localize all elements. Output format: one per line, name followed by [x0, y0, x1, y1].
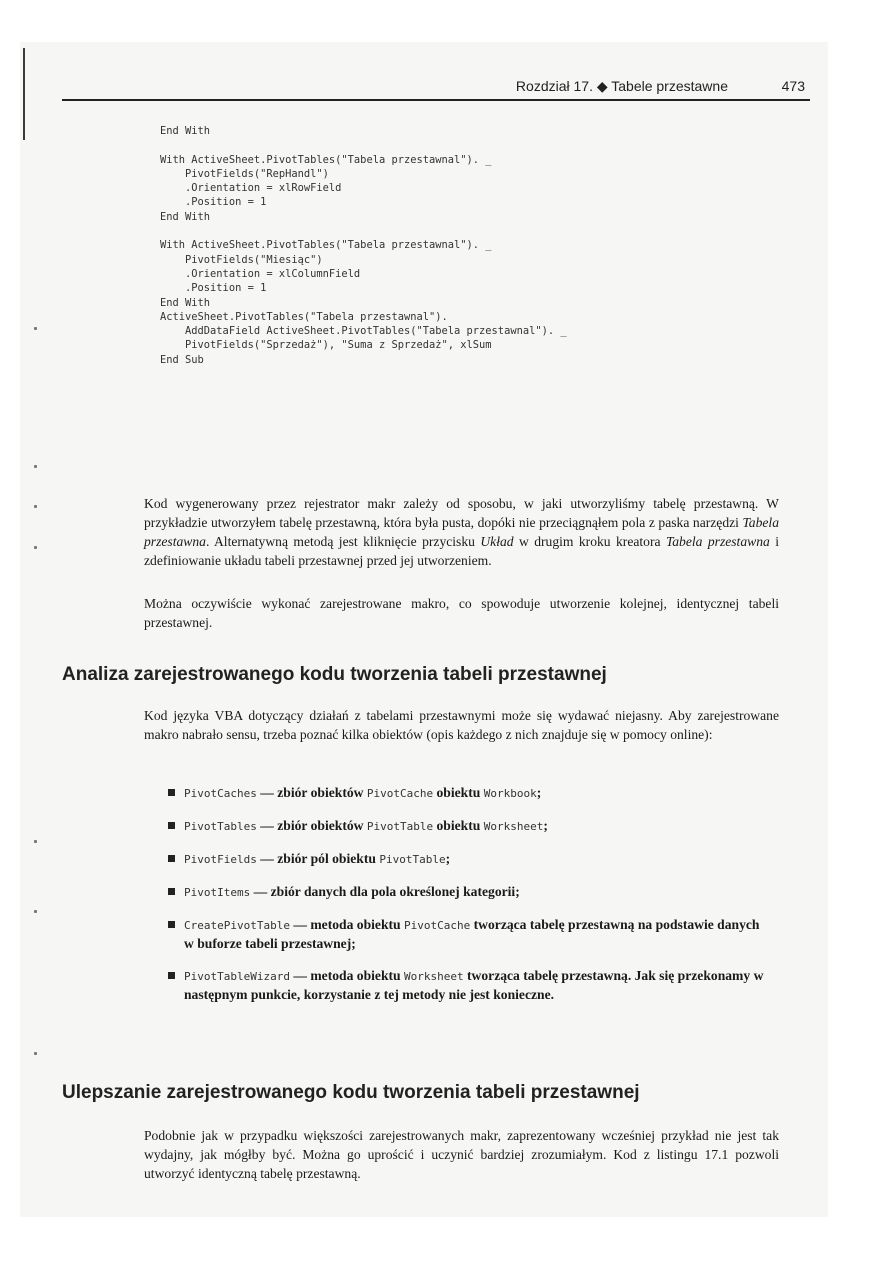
list-text: — zbiór obiektów: [256, 785, 367, 800]
list-item: [168, 817, 768, 836]
code-term: Worksheet: [404, 970, 464, 983]
scan-speck: [34, 327, 37, 330]
list-item: [168, 784, 768, 803]
page-number: 473: [781, 78, 805, 94]
paragraph-improving-code: Podobnie jak w przypadku większości zarejestrowanych makr, zaprezentowany wcześniej przykład nie jest tak wydajny, jak mógłby być. Można go uprościć i uczynić bardziej zrozumiałym. Kod z listingu 17.1 pozwoli utworzyć identyczną tabelę przestawną.: [144, 1128, 779, 1181]
list-item: [168, 967, 768, 1004]
bullet-icon: [168, 789, 175, 796]
code-term: PivotItems: [184, 886, 251, 899]
bullet-icon: [168, 822, 175, 829]
list-text: ;: [543, 818, 548, 833]
list-text: ;: [536, 785, 542, 800]
bullet-icon: [168, 921, 175, 928]
paragraph-text: i zdefiniowanie układu tabeli przestawnej przed jej utworzeniem.: [144, 534, 779, 568]
code-listing: End With With ActiveSheet.PivotTables("Tabela przestawnal"). _ PivotFields("RepHandl") .Orientation = xlRowField .Position = 1 End With With ActiveSheet.PivotTables("Tabela przestawnal"). _ PivotFields("Miesiąc") .Orientation = xlColumnField .Position = 1 End With ActiveSheet.PivotTables("Tabela przestawnal"). AddDataField ActiveSheet.PivotTables("Tabela przestawnal"). _ PivotFields("Sprzedaż"), "Suma z Sprzedaż", xlSum End Sub: [160, 125, 567, 366]
list-text: tworząca tabelę przestawną na podstawie danych w buforze tabeli przestawnej;: [184, 917, 760, 951]
list-text: tworząca tabelę przestawną. Jak się przekonamy w następnym punkcie, korzystanie z tej metody nie jest konieczne.: [184, 968, 764, 1002]
section-heading-improving: Ulepszanie zarejestrowanego kodu tworzenia tabeli przestawnej: [62, 1082, 640, 1103]
binding-edge: [23, 48, 25, 140]
list-item: [168, 916, 768, 953]
italic-term: Układ: [480, 534, 514, 549]
code-term: PivotTable: [379, 853, 446, 866]
object-list: [168, 784, 768, 1018]
paragraph-recorder-explanation: [144, 494, 779, 570]
code-term: PivotTables: [184, 820, 257, 833]
list-item: [168, 850, 768, 869]
scan-speck: [34, 546, 37, 549]
bullet-icon: [168, 855, 175, 862]
code-term: PivotCache: [366, 787, 434, 800]
header-rule: [62, 99, 810, 101]
section-heading-analysis: Analiza zarejestrowanego kodu tworzenia tabeli przestawnej: [62, 664, 607, 685]
paragraph-vba-objects: Kod języka VBA dotyczący działań z tabelami przestawnymi może się wydawać niejasny. Aby zarejestrowane makro nabrało sensu, trzeba poznać kilka obiektów (opis każdego z nich znajduje się w pomocy online):: [144, 708, 779, 742]
list-text: — zbiór pól obiektu: [256, 851, 380, 866]
scan-speck: [34, 910, 37, 913]
code-term: Workbook: [483, 787, 537, 800]
code-term: PivotTable: [366, 820, 434, 833]
paragraph-text: . Alternatywną metodą jest kliknięcie przycisku: [205, 534, 481, 549]
paragraph-text: Kod wygenerowany przez rejestrator makr zależy od sposobu, w jaki utworzyliśmy tabelę przestawną. W przykładzie utworzyłem tabelę przestawną, która była pusta, dopóki nie przeciągnąłem pola z paska narzędzi: [144, 496, 779, 530]
chapter-title: Rozdział 17. ◆ Tabele przestawne: [515, 78, 728, 94]
code-term: CreatePivotTable: [184, 919, 290, 932]
code-term: PivotTableWizard: [184, 970, 290, 983]
code-term: PivotCaches: [184, 787, 257, 800]
italic-term: Tabela przestawna: [144, 515, 779, 549]
italic-term: Tabela przestawna: [665, 534, 770, 549]
paragraph-run-macro: Można oczywiście wykonać zarejestrowane makro, co spowoduje utworzenie kolejnej, identycznej tabeli przestawnej.: [144, 596, 779, 630]
code-term: Worksheet: [483, 820, 544, 833]
list-item: [168, 883, 768, 902]
scan-speck: [34, 840, 37, 843]
list-text: — metoda obiektu: [289, 917, 405, 932]
scan-speck: [34, 505, 37, 508]
list-text: ;: [445, 851, 451, 866]
list-text: — zbiór danych dla pola określonej kategorii;: [250, 884, 520, 899]
list-text: obiektu: [433, 785, 484, 800]
code-term: PivotCache: [404, 919, 471, 932]
bullet-icon: [168, 888, 175, 895]
bullet-icon: [168, 972, 175, 979]
list-text: — zbiór obiektów: [256, 818, 367, 833]
list-text: obiektu: [433, 818, 484, 833]
code-term: PivotFields: [184, 853, 257, 866]
paragraph-text: w drugim kroku kreatora: [513, 534, 666, 549]
scan-speck: [34, 1052, 37, 1055]
scan-speck: [34, 465, 37, 468]
list-text: — metoda obiektu: [289, 968, 405, 983]
